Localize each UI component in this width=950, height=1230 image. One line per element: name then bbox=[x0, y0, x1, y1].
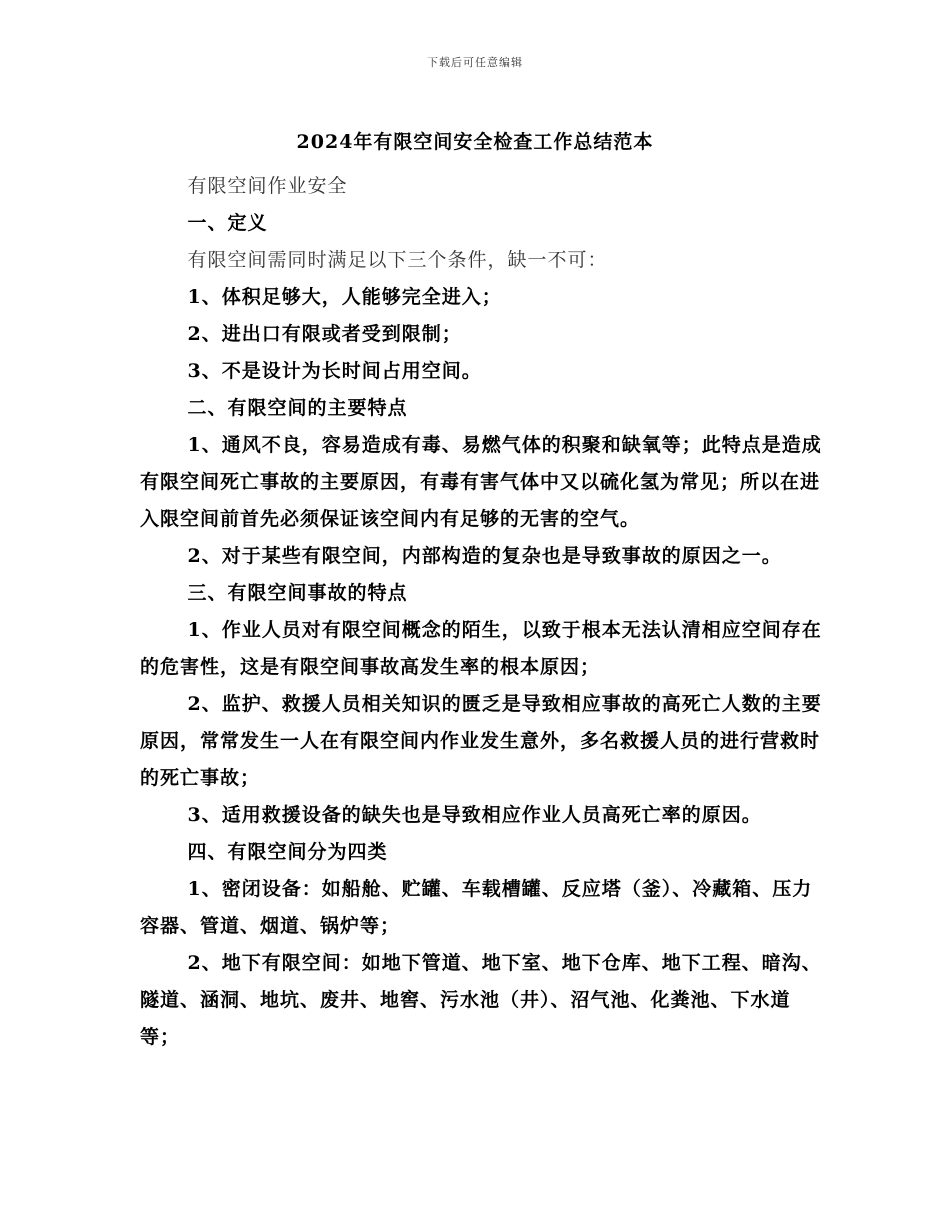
section-heading-accident-features: 三、有限空间事故的特点 bbox=[187, 582, 408, 604]
list-item-category-2: 2、地下有限空间：如地下管道、地下室、地下仓库、地下工程、暗沟、隧道、涵洞、地坑、废井、地窖、污水池（井）、沼气池、化粪池、下水道等； bbox=[140, 952, 822, 1048]
list-item-characteristic-1: 1、通风不良，容易造成有毒、易燃气体的积聚和缺氧等；此特点是造成有限空间死亡事故的主要原因，有毒有害气体中又以硫化氢为常见；所以在进入限空间前首先必须保证该空间内有足够的无害的空气。 bbox=[140, 434, 822, 530]
section-heading-categories: 四、有限空间分为四类 bbox=[187, 841, 388, 863]
list-item-accident-feature-2: 2、监护、救援人员相关知识的匮乏是导致相应事故的高死亡人数的主要原因，常常发生一人在有限空间内作业发生意外，多名救援人员的进行营救时的死亡事故； bbox=[140, 693, 822, 789]
list-item-characteristic-2: 2、对于某些有限空间，内部构造的复杂也是导致事故的原因之一。 bbox=[187, 545, 782, 567]
list-item-accident-feature-1: 1、作业人员对有限空间概念的陌生，以致于根本无法认清相应空间存在的危害性，这是有限空间事故高发生率的根本原因； bbox=[140, 619, 822, 678]
list-item-condition-1: 1、体积足够大，人能够完全进入； bbox=[187, 286, 502, 308]
section-heading-definition: 一、定义 bbox=[187, 212, 268, 234]
paragraph-subject: 有限空间作业安全 bbox=[187, 175, 348, 197]
list-item-category-1: 1、密闭设备：如船舱、贮罐、车载槽罐、反应塔（釜）、冷藏箱、压力容器、管道、烟道、锅炉等； bbox=[140, 878, 813, 937]
document-title: 2024年有限空间安全检查工作总结范本 bbox=[296, 131, 654, 153]
list-item-accident-feature-3: 3、适用救援设备的缺失也是导致相应作业人员高死亡率的原因。 bbox=[187, 804, 762, 826]
paragraph-conditions-intro: 有限空间需同时满足以下三个条件，缺一不可： bbox=[187, 249, 608, 271]
page-header: 下载后可任意编辑 bbox=[427, 56, 523, 69]
document-body bbox=[140, 168, 830, 1056]
section-heading-characteristics: 二、有限空间的主要特点 bbox=[187, 397, 408, 419]
list-item-condition-2: 2、进出口有限或者受到限制； bbox=[187, 323, 462, 345]
list-item-condition-3: 3、不是设计为长时间占用空间。 bbox=[187, 360, 482, 382]
